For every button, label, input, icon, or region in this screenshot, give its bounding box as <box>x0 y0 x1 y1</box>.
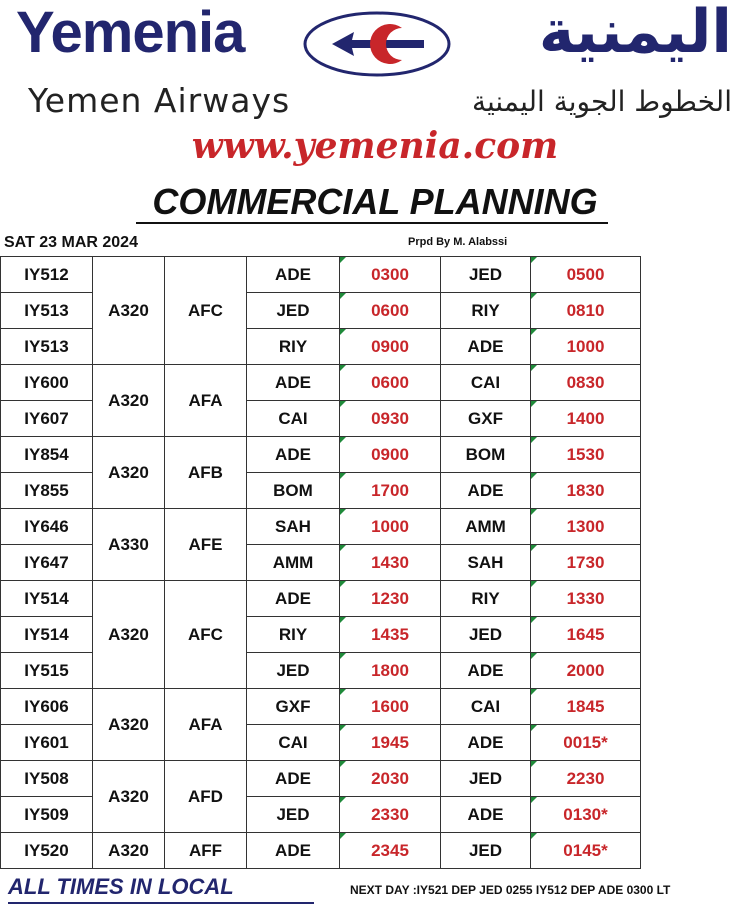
table-row <box>1 833 641 869</box>
aircraft-registration: AFA <box>165 365 247 437</box>
flight-number: IY607 <box>1 401 93 437</box>
table-row <box>1 437 641 473</box>
departure-airport: JED <box>247 797 340 833</box>
next-day-note: NEXT DAY :IY521 DEP JED 0255 IY512 DEP ADE 0300 LT <box>350 883 671 897</box>
arrival-airport: CAI <box>441 365 531 401</box>
arrival-time: 1000 <box>531 329 641 365</box>
departure-time: 1230 <box>340 581 441 617</box>
departure-airport: JED <box>247 293 340 329</box>
departure-time: 0300 <box>340 257 441 293</box>
aircraft-registration: AFB <box>165 437 247 509</box>
schedule-body <box>1 257 641 869</box>
arrival-airport: RIY <box>441 581 531 617</box>
brand-name: Yemenia <box>16 0 245 65</box>
aircraft-type: A320 <box>93 581 165 689</box>
arrival-airport: AMM <box>441 509 531 545</box>
flight-number: IY600 <box>1 365 93 401</box>
arrival-airport: ADE <box>441 725 531 761</box>
aircraft-registration: AFE <box>165 509 247 581</box>
departure-airport: RIY <box>247 617 340 653</box>
arrival-time: 1645 <box>531 617 641 653</box>
arrival-airport: GXF <box>441 401 531 437</box>
flight-number: IY513 <box>1 293 93 329</box>
aircraft-type: A330 <box>93 509 165 581</box>
arrival-time: 1400 <box>531 401 641 437</box>
flight-number: IY512 <box>1 257 93 293</box>
flight-number: IY646 <box>1 509 93 545</box>
table-row <box>1 365 641 401</box>
departure-time: 1800 <box>340 653 441 689</box>
table-row <box>1 761 641 797</box>
departure-airport: BOM <box>247 473 340 509</box>
airline-logo-icon <box>302 10 452 78</box>
arrival-airport: JED <box>441 617 531 653</box>
departure-airport: ADE <box>247 365 340 401</box>
arrival-airport: CAI <box>441 689 531 725</box>
aircraft-type: A320 <box>93 365 165 437</box>
arrival-airport: ADE <box>441 473 531 509</box>
departure-airport: ADE <box>247 833 340 869</box>
flight-number: IY514 <box>1 617 93 653</box>
footer-note: ALL TIMES IN LOCAL <box>8 874 234 899</box>
flight-number: IY854 <box>1 437 93 473</box>
aircraft-type: A320 <box>93 689 165 761</box>
arrival-airport: ADE <box>441 797 531 833</box>
arrival-time: 0145* <box>531 833 641 869</box>
departure-time: 2345 <box>340 833 441 869</box>
flight-number: IY647 <box>1 545 93 581</box>
flight-number: IY513 <box>1 329 93 365</box>
arrival-time: 0500 <box>531 257 641 293</box>
arrival-airport: JED <box>441 761 531 797</box>
departure-airport: ADE <box>247 437 340 473</box>
flight-number: IY514 <box>1 581 93 617</box>
departure-time: 1430 <box>340 545 441 581</box>
prepared-by: Prpd By M. Alabssi <box>408 236 508 248</box>
departure-time: 1000 <box>340 509 441 545</box>
arrival-airport: JED <box>441 833 531 869</box>
flight-number: IY855 <box>1 473 93 509</box>
flight-number: IY509 <box>1 797 93 833</box>
table-row <box>1 257 641 293</box>
departure-time: 1945 <box>340 725 441 761</box>
departure-airport: CAI <box>247 725 340 761</box>
aircraft-type: A320 <box>93 833 165 869</box>
flight-number: IY606 <box>1 689 93 725</box>
aircraft-type: A320 <box>93 437 165 509</box>
arrival-time: 0810 <box>531 293 641 329</box>
departure-airport: ADE <box>247 761 340 797</box>
flight-number: IY515 <box>1 653 93 689</box>
departure-time: 2030 <box>340 761 441 797</box>
departure-airport: JED <box>247 653 340 689</box>
flight-number: IY520 <box>1 833 93 869</box>
departure-time: 0600 <box>340 365 441 401</box>
arrival-time: 0015* <box>531 725 641 761</box>
departure-time: 0900 <box>340 437 441 473</box>
aircraft-type: A320 <box>93 761 165 833</box>
departure-airport: ADE <box>247 581 340 617</box>
page-title: COMMERCIAL PLANNING <box>152 181 598 222</box>
arrival-time: 2000 <box>531 653 641 689</box>
arrival-airport: ADE <box>441 653 531 689</box>
departure-airport: SAH <box>247 509 340 545</box>
brand-subtitle: Yemen Airways <box>28 81 291 120</box>
flight-number: IY601 <box>1 725 93 761</box>
departure-time: 0900 <box>340 329 441 365</box>
arrival-time: 0130* <box>531 797 641 833</box>
departure-time: 1600 <box>340 689 441 725</box>
arrival-time: 1845 <box>531 689 641 725</box>
arrival-time: 1330 <box>531 581 641 617</box>
arrival-time: 1300 <box>531 509 641 545</box>
departure-time: 0600 <box>340 293 441 329</box>
arrival-time: 1530 <box>531 437 641 473</box>
departure-time: 0930 <box>340 401 441 437</box>
departure-airport: GXF <box>247 689 340 725</box>
arrival-time: 0830 <box>531 365 641 401</box>
departure-time: 2330 <box>340 797 441 833</box>
aircraft-type: A320 <box>93 257 165 365</box>
departure-airport: RIY <box>247 329 340 365</box>
footer-underline <box>8 902 314 904</box>
departure-time: 1435 <box>340 617 441 653</box>
header <box>0 0 750 251</box>
departure-airport: AMM <box>247 545 340 581</box>
departure-time: 1700 <box>340 473 441 509</box>
table-row <box>1 689 641 725</box>
departure-airport: ADE <box>247 257 340 293</box>
table-row <box>1 509 641 545</box>
departure-airport: CAI <box>247 401 340 437</box>
arrival-airport: BOM <box>441 437 531 473</box>
aircraft-registration: AFC <box>165 581 247 689</box>
arrival-time: 2230 <box>531 761 641 797</box>
aircraft-registration: AFD <box>165 761 247 833</box>
title-underline <box>136 222 608 224</box>
brand-subtitle-arabic: الخطوط الجوية اليمنية <box>471 85 732 118</box>
arrival-airport: ADE <box>441 329 531 365</box>
arrival-time: 1730 <box>531 545 641 581</box>
website-url: www.yemenia.com <box>191 125 559 167</box>
flight-number: IY508 <box>1 761 93 797</box>
schedule-date: SAT 23 MAR 2024 <box>4 234 138 251</box>
arrival-airport: JED <box>441 257 531 293</box>
aircraft-registration: AFF <box>165 833 247 869</box>
aircraft-registration: AFC <box>165 257 247 365</box>
arrival-time: 1830 <box>531 473 641 509</box>
schedule-table <box>0 256 641 869</box>
brand-name-arabic: اليمنية <box>538 0 732 67</box>
arrival-airport: SAH <box>441 545 531 581</box>
arrival-airport: RIY <box>441 293 531 329</box>
table-row <box>1 581 641 617</box>
aircraft-registration: AFA <box>165 689 247 761</box>
